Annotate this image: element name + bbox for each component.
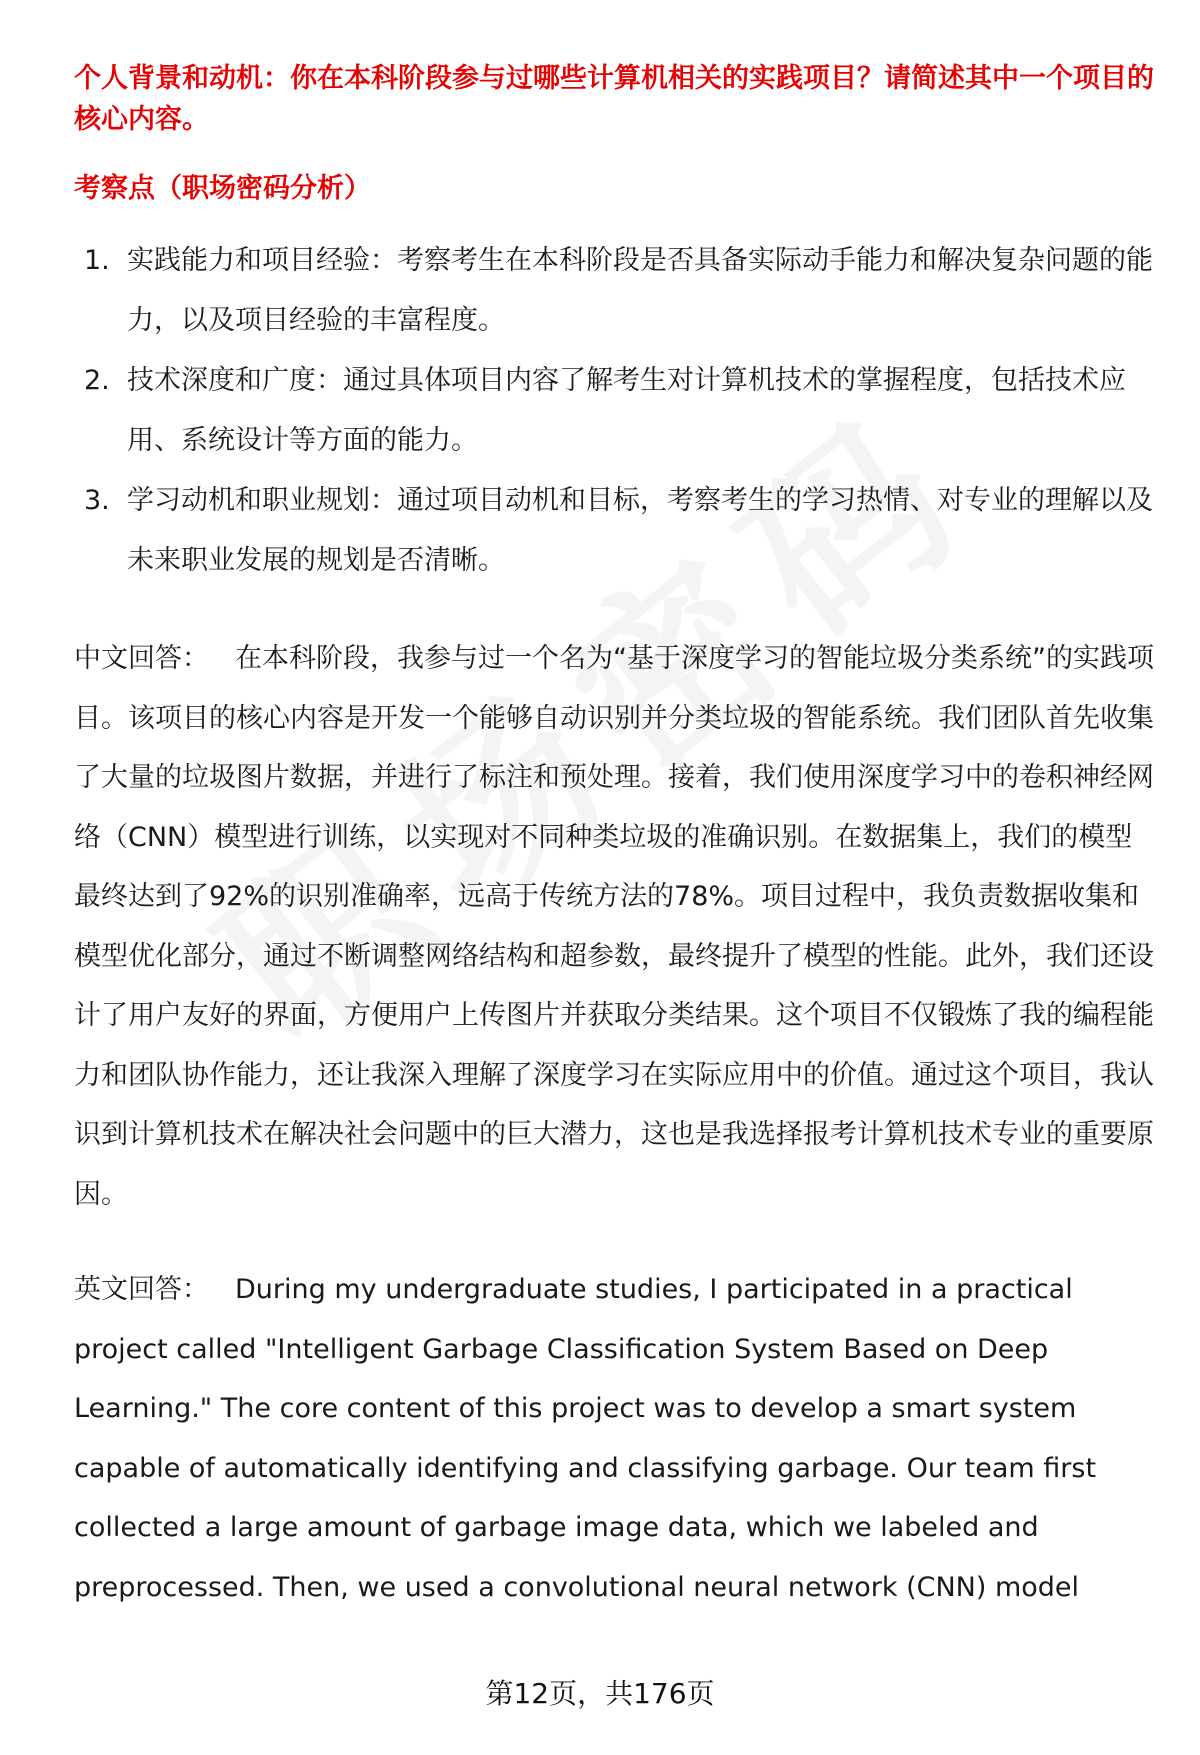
point-text: 学习动机和职业规划：通过项目动机和目标，考察考生的学习热情、对专业的理解以及未来职业发展的规划是否清晰。 [127, 485, 1153, 576]
question-heading: 个人背景和动机：你在本科阶段参与过哪些计算机相关的实践项目？请简述其中一个项目的核心内容。 [74, 63, 1154, 135]
chinese-answer [74, 629, 1154, 1224]
page-content [74, 58, 1154, 1617]
assessment-point-2 [74, 351, 1154, 471]
assessment-heading: 考察点（职场密码分析） [74, 173, 371, 204]
english-answer-text: During my undergraduate studies, I participated in a practical project called "Intelligent Garbage Classification System Based on Deep Learning." The core content of this project was to develop a smart system capable of automatically identifying and classifying garbage. Our team first collected a large amount of garbage image data, which we labeled and preprocessed. Then, we used a convolutional neural network (CNN) model [74, 1274, 1097, 1603]
point-number: 2. [84, 365, 110, 396]
chinese-answer-label: 中文回答： [74, 643, 209, 674]
chinese-answer-text: 在本科阶段，我参与过一个名为“基于深度学习的智能垃圾分类系统”的实践项目。该项目的核心内容是开发一个能够自动识别并分类垃圾的智能系统。我们团队首先收集了大量的垃圾图片数据，并进行了标注和预处理。接着，我们使用深度学习中的卷积神经网络（CNN）模型进行训练，以实现对不同种类垃圾的准确识别。在数据集上，我们的模型最终达到了92%的识别准确率，远高于传统方法的78%。项目过程中，我负责数据收集和模型优化部分，通过不断调整网络结构和超参数，最终提升了模型的性能。此外，我们还设计了用户友好的界面，方便用户上传图片并获取分类结果。这个项目不仅锻炼了我的编程能力和团队协作能力，还让我深入理解了深度学习在实际应用中的价值。通过这个项目，我认识到计算机技术在解决社会问题中的巨大潜力，这也是我选择报考计算机技术专业的重要原因。 [74, 643, 1154, 1210]
point-number: 3. [84, 485, 110, 516]
assessment-point-1 [74, 231, 1154, 351]
assessment-points [74, 231, 1154, 591]
assessment-point-3 [74, 471, 1154, 591]
english-answer [74, 1260, 1154, 1617]
english-answer-label: 英文回答： [74, 1274, 209, 1305]
page-number: 第12页，共176页 [485, 1677, 715, 1710]
point-text: 实践能力和项目经验：考察考生在本科阶段是否具备实际动手能力和解决复杂问题的能力，以及项目经验的丰富程度。 [127, 245, 1153, 336]
point-text: 技术深度和广度：通过具体项目内容了解考生对计算机技术的掌握程度，包括技术应用、系统设计等方面的能力。 [127, 365, 1126, 456]
point-number: 1. [84, 245, 110, 276]
